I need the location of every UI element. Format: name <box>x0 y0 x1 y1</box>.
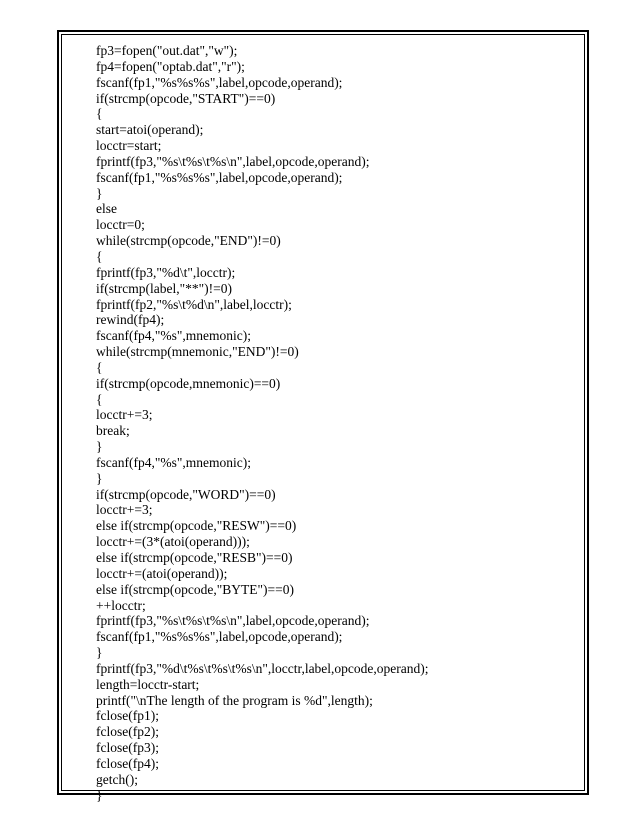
code-line: fprintf(fp2,"%s\t%d\n",label,locctr); <box>96 296 292 312</box>
code-line: fscanf(fp1,"%s%s%s",label,opcode,operand); <box>96 169 343 185</box>
code-line: fp3=fopen("out.dat","w"); <box>96 43 238 58</box>
code-line: fprintf(fp3,"%s\t%s\t%s\n",label,opcode,operand); <box>96 153 370 169</box>
code-line: fprintf(fp3,"%d\t",locctr); <box>96 264 236 280</box>
code-line: locctr+=(atoi(operand)); <box>96 565 228 581</box>
code-line: if(strcmp(opcode,"WORD")==0) <box>96 486 276 502</box>
code-line: else if(strcmp(opcode,"BYTE")==0) <box>96 581 294 597</box>
code-line: locctr=0; <box>96 217 145 233</box>
code-line: locctr+=3; <box>96 502 153 518</box>
code-line: } <box>96 470 103 486</box>
code-line: fscanf(fp4,"%s",mnemonic); <box>96 328 251 344</box>
code-line: locctr=start; <box>96 138 162 154</box>
code-line: { <box>96 248 103 264</box>
code-line: fprintf(fp3,"%s\t%s\t%s\n",label,opcode,operand); <box>96 613 370 629</box>
code-line: while(strcmp(opcode,"END")!=0) <box>96 233 281 249</box>
code-line: } <box>96 439 103 455</box>
code-line: fclose(fp2); <box>96 724 159 740</box>
code-line: locctr+=3; <box>96 407 153 423</box>
code-line: getch(); <box>96 771 138 787</box>
code-line: locctr+=(3*(atoi(operand))); <box>96 534 250 550</box>
code-line: fclose(fp3); <box>96 740 159 756</box>
code-line: } <box>96 185 103 201</box>
code-line: else <box>96 201 117 217</box>
code-line: fclose(fp4); <box>96 755 159 771</box>
code-line: start=atoi(operand); <box>96 122 204 138</box>
code-line: fclose(fp1); <box>96 708 159 724</box>
code-line: else if(strcmp(opcode,"RESW")==0) <box>96 518 297 534</box>
code-line: printf("\nThe length of the program is %d",length); <box>96 692 373 708</box>
code-line: while(strcmp(mnemonic,"END")!=0) <box>96 344 299 360</box>
code-line: else if(strcmp(opcode,"RESB")==0) <box>96 550 293 565</box>
code-line: if(strcmp(label,"**")!=0) <box>96 280 232 296</box>
code-line: } <box>96 645 103 661</box>
code-line: fscanf(fp4,"%s",mnemonic); <box>96 454 251 470</box>
code-line: fp4=fopen("optab.dat","r"); <box>96 58 245 74</box>
code-line: fscanf(fp1,"%s%s%s",label,opcode,operand); <box>96 74 343 90</box>
code-line: { <box>96 359 103 375</box>
code-listing <box>96 43 576 804</box>
code-line: ++locctr; <box>96 597 146 613</box>
code-line: { <box>96 391 103 407</box>
code-line: rewind(fp4); <box>96 312 165 328</box>
code-line: break; <box>96 423 130 439</box>
code-line: length=locctr-start; <box>96 676 200 692</box>
code-line: if(strcmp(opcode,"START")==0) <box>96 90 276 106</box>
code-line: if(strcmp(opcode,mnemonic)==0) <box>96 375 281 391</box>
code-line: fprintf(fp3,"%d\t%s\t%s\t%s\n",locctr,label,opcode,operand); <box>96 660 429 676</box>
code-line: { <box>96 106 103 122</box>
code-line: fscanf(fp1,"%s%s%s",label,opcode,operand); <box>96 629 343 645</box>
code-line: } <box>96 787 103 803</box>
